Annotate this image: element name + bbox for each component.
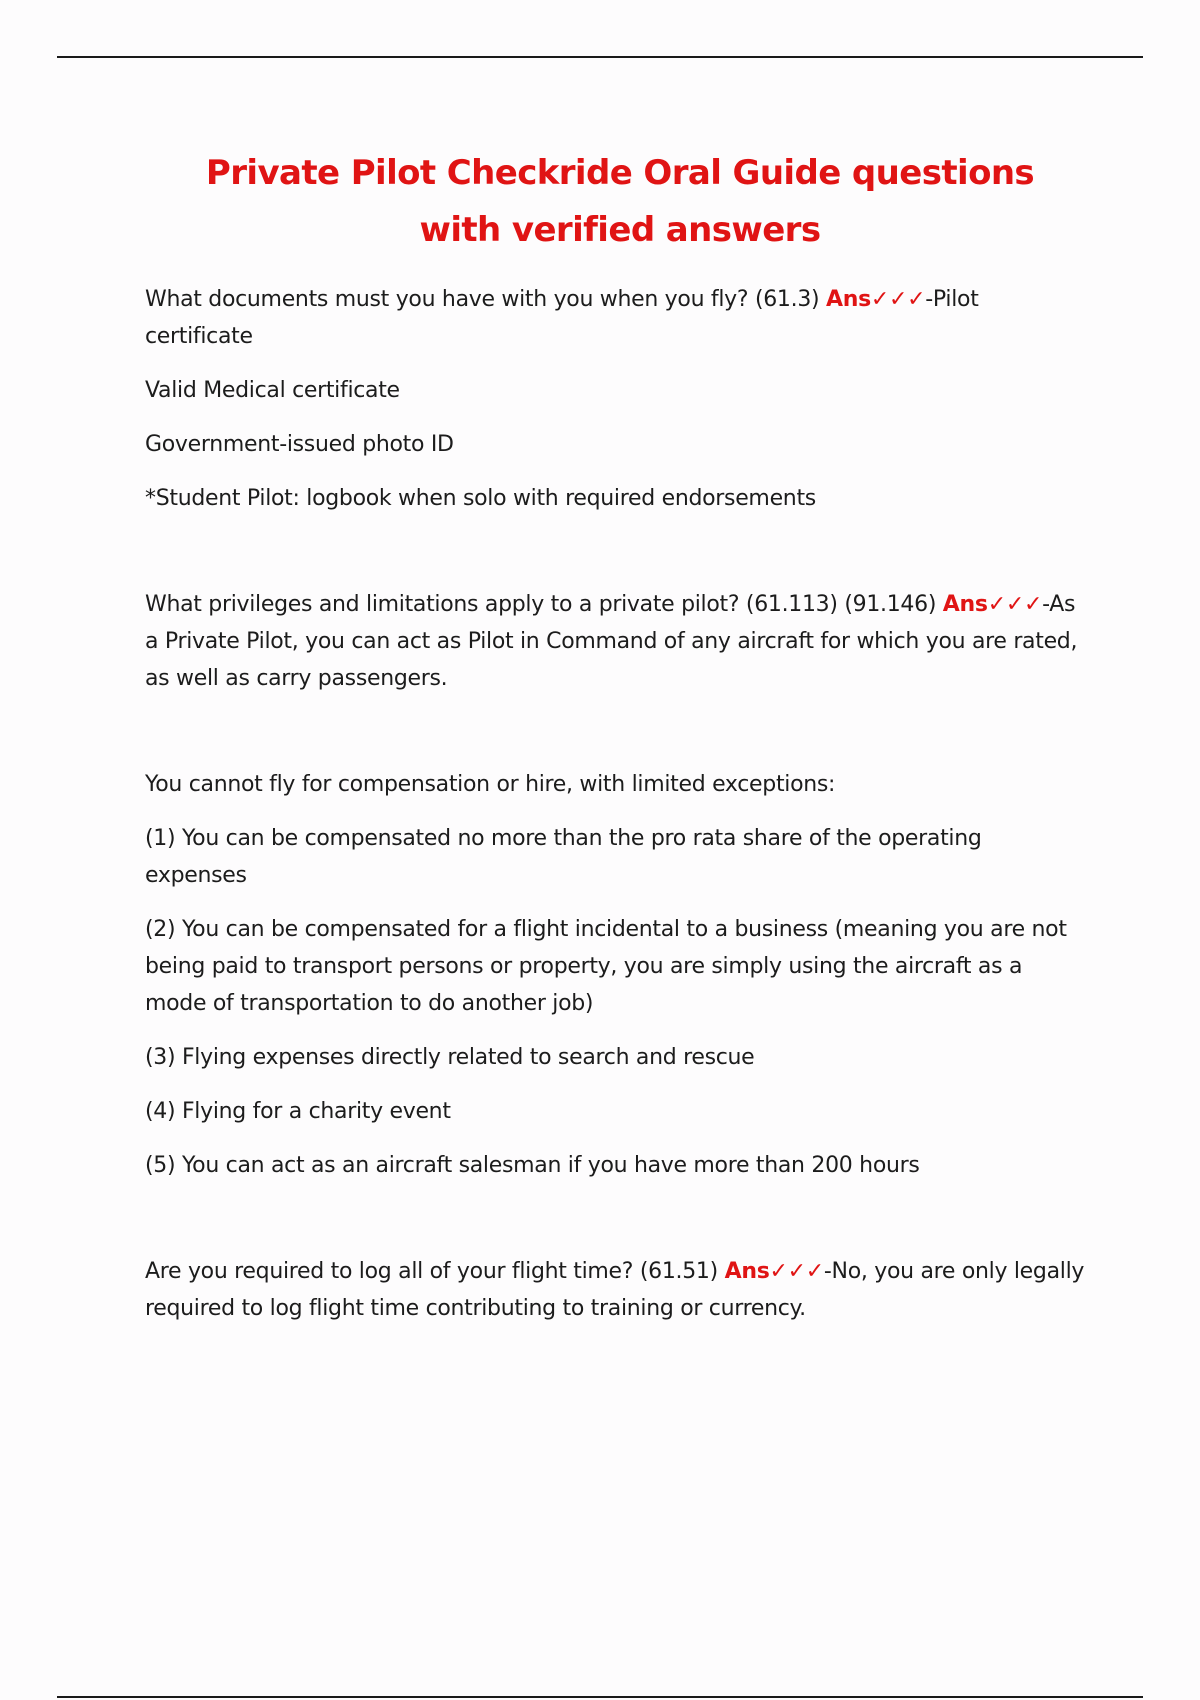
answer-label: Ans [942, 592, 988, 617]
top-divider [57, 56, 1143, 58]
answer-marker [725, 1259, 824, 1284]
qa-item-2 [145, 586, 1085, 697]
document-title: Private Pilot Checkride Oral Guide questions with verified answers [205, 153, 1035, 250]
section-spacer [145, 1201, 1085, 1253]
limitation-item-5: (5) You can act as an aircraft salesman if you have more than 200 hours [145, 1153, 920, 1178]
detail-student-pilot: *Student Pilot: logbook when solo with required endorsements [145, 486, 816, 511]
detail-photo-id: Government-issued photo ID [145, 432, 454, 457]
checkmark-icon: ✓✓✓ [870, 287, 926, 312]
answer-label: Ans [826, 287, 871, 312]
checkmark-icon: ✓✓✓ [987, 592, 1043, 617]
section-spacer [145, 714, 1085, 766]
qa-item-1 [145, 281, 1085, 355]
detail-medical: Valid Medical certificate [145, 378, 400, 403]
checkmark-icon: ✓✓✓ [769, 1259, 824, 1284]
answer-text: -No, you are only legally required to log flight time contributing to training or currency. [145, 1259, 1085, 1321]
answer-text: -As a Private Pilot, you can act as Pilot in Command of any aircraft for which you are rated, as well as carry passengers. [145, 592, 1078, 691]
limitation-item-4: (4) Flying for a charity event [145, 1099, 451, 1124]
limitations-intro: You cannot fly for compensation or hire, with limited exceptions: [145, 772, 836, 797]
answer-marker [943, 592, 1042, 617]
document-page [145, 145, 1085, 1344]
answer-marker [826, 287, 925, 312]
answer-label: Ans [724, 1259, 770, 1284]
question-text: Are you required to log all of your flight time? (61.51) [145, 1259, 725, 1284]
limitation-item-1: (1) You can be compensated no more than the pro rata share of the operating expenses [145, 826, 982, 888]
section-spacer [145, 534, 1085, 586]
question-text: What privileges and limitations apply to a private pilot? (61.113) (91.146) [145, 592, 943, 617]
limitation-item-3: (3) Flying expenses directly related to search and rescue [145, 1045, 755, 1070]
qa-item-3 [145, 1253, 1085, 1327]
answer-text: -Pilot certificate [145, 287, 979, 349]
question-text: What documents must you have with you when you fly? (61.3) [145, 287, 826, 312]
bottom-divider [57, 1696, 1143, 1698]
limitation-item-2: (2) You can be compensated for a flight incidental to a business (meaning you are not being paid to transport persons or property, you are simply using the aircraft as a mode of transportation to do another job) [145, 917, 1067, 1016]
